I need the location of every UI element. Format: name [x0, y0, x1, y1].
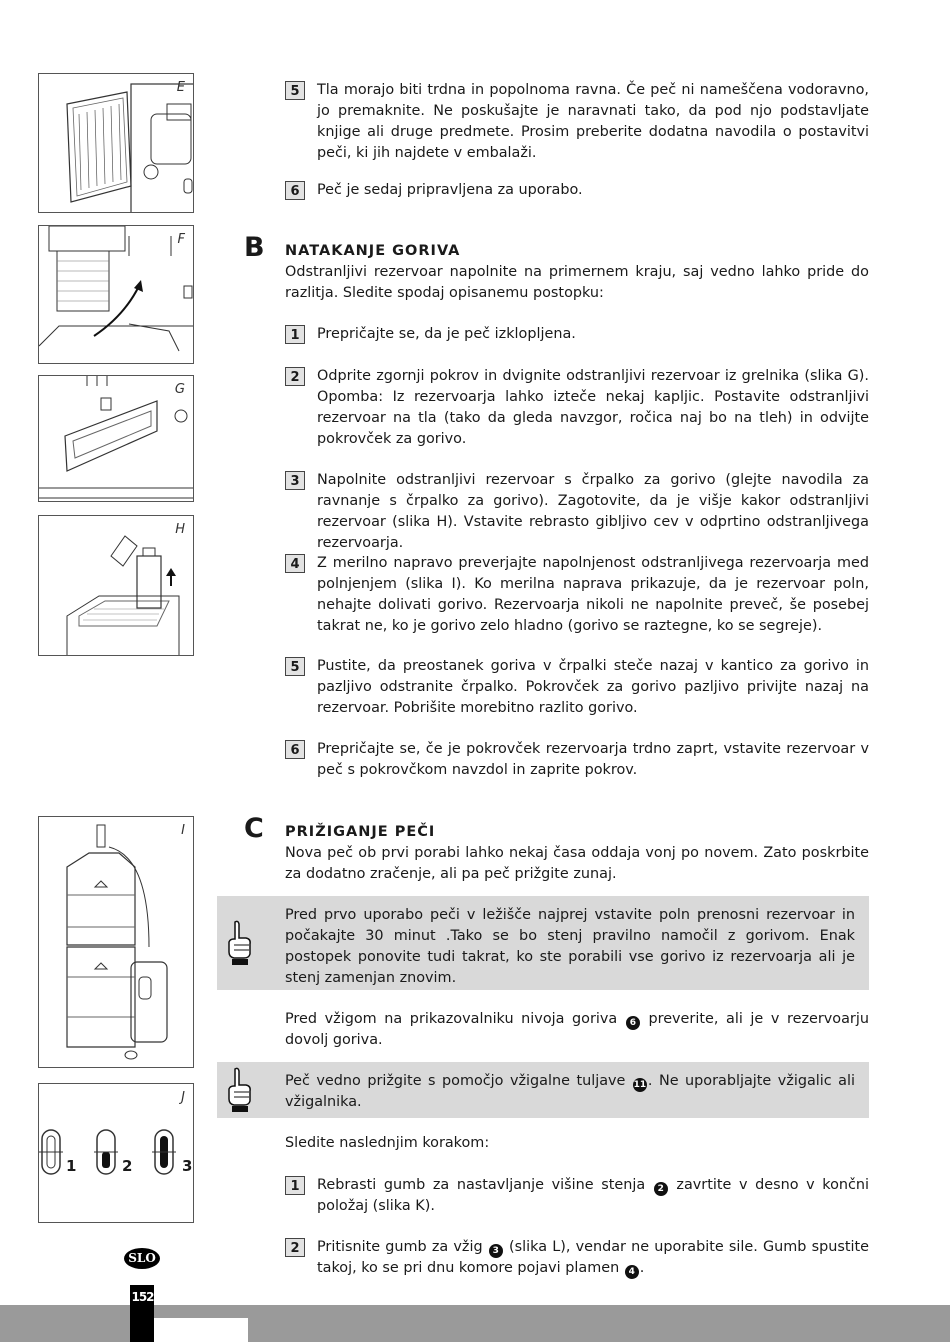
- language-badge: SLO: [124, 1248, 160, 1269]
- figure-label: F: [177, 232, 185, 247]
- step-text-c: .: [639, 1260, 645, 1276]
- page-number: 152: [131, 1290, 154, 1304]
- note-ignition-coil-text: [285, 1071, 855, 1113]
- step-text: [317, 1237, 869, 1279]
- step-number: 6: [285, 181, 305, 200]
- step-text-b: (slika L), vendar ne uporabite sile. Gumb spustite takoj, ko se pri dnu komore pojavi plamen: [317, 1239, 869, 1276]
- follow-steps: Sledite naslednjim korakom:: [285, 1135, 490, 1151]
- step-number: 1: [285, 1176, 305, 1195]
- figure-label: E: [176, 80, 185, 95]
- heater-door-open-icon: [39, 74, 194, 213]
- section-b-intro: Odstranljivi rezervoar napolnite na primernem kraju, saj vedno lahko pride do razlitja. Sledite spodaj opisanemu postopku:: [285, 264, 869, 301]
- gauge-label-2: 2: [122, 1157, 133, 1175]
- note-ignition-text-a: Peč vedno prižgite s pomočjo vžigalne tuljave: [285, 1073, 626, 1089]
- step-text: Pustite, da preostanek goriva v črpalki steče nazaj v kantico za gorivo in pazljivo odstranite črpalko. Pokrovček za gorivo pazljivo privijte nazaj na rezervoar. Pobrišite morebitno razlito gorivo.: [317, 658, 869, 716]
- figure-f: [38, 225, 194, 364]
- gauge-label-3: 3: [182, 1157, 193, 1175]
- step-number: 2: [285, 367, 305, 386]
- figure-label: J: [181, 1090, 185, 1105]
- fuel-level-check-text-b: preverite, ali je v rezervoarju dovolj goriva.: [285, 1011, 869, 1048]
- step-text-a: Pritisnite gumb za vžig: [317, 1239, 483, 1255]
- pointing-hand-icon: [224, 920, 254, 966]
- gauge-label-1: 1: [66, 1157, 77, 1175]
- ref-11-badge: 11: [633, 1080, 647, 1090]
- section-c-intro: Nova peč ob prvi porabi lahko nekaj časa oddaja vonj po novem. Zato poskrbite za dodatno zračenje, ali pa peč prižgite zunaj.: [285, 845, 869, 882]
- step-text: Peč je sedaj pripravljena za uporabo.: [317, 182, 583, 198]
- step-number: 4: [285, 554, 305, 573]
- step-text: [317, 1175, 869, 1217]
- tank-removal-icon: [39, 226, 194, 364]
- step-text-a: Rebrasti gumb za nastavljanje višine stenja: [317, 1177, 646, 1193]
- step-text: Tla morajo biti trdna in popolnoma ravna. Če peč ni nameščena vodoravno, jo premaknite. Ne poskušajte je naravnati tako, da pod njo podstavljate knjige ali druge predmete. Prosim preberite dodatna navodila o postavitvi peči, ki jih najdete v embalaži.: [317, 82, 869, 161]
- step-number: 5: [285, 657, 305, 676]
- figure-i: [38, 816, 194, 1068]
- section-c-letter: C: [244, 813, 264, 844]
- pump-canister-icon: [39, 817, 194, 1068]
- figure-label: H: [175, 522, 185, 537]
- step-text: Prepričajte se, da je peč izklopljena.: [317, 326, 576, 342]
- note-ignition-text-b: . Ne uporabljajte vžigalic ali vžigalnika.: [285, 1073, 855, 1110]
- figure-j: [38, 1083, 194, 1223]
- section-b-letter: B: [244, 232, 265, 263]
- ref-6-badge: 6: [626, 1016, 640, 1030]
- step-text: Odprite zgornji pokrov in dvignite odstranljivi rezervoar iz grelnika (slika G). Opomba: Iz rezervoarja lahko izteče nekaj kapljic. Postavite odstranljivi rezervoar na tla (tako da gleda navzgor, ročica naj bo na tleh) in odvijte pokrovček za gorivo.: [317, 368, 869, 447]
- step-text: Prepričajte se, če je pokrovček rezervoarja trdno zaprt, vstavite rezervoar v peč s pokrovčkom navzdol in zaprite pokrov.: [317, 741, 869, 778]
- ref-2-badge: 2: [654, 1182, 668, 1196]
- note-first-use-text: Pred prvo uporabo peči v ležišče najprej vstavite poln prenosni rezervoar in počakajte 30 minut .Tako se bo stenj pravilno namočil z gorivom. Enak postopek ponovite tudi takrat, ko ste porabili vse gorivo iz rezervoarja ali je stenj zamenjan znovim.: [285, 907, 855, 986]
- step-number: 5: [285, 81, 305, 100]
- fuel-level-check: [285, 1009, 869, 1051]
- fuel-gauge-icon: [39, 1084, 194, 1223]
- note-ignition-coil: [217, 1062, 869, 1118]
- tank-lift-icon: [39, 516, 194, 656]
- figure-label: G: [174, 382, 185, 397]
- ref-3-badge: 3: [489, 1244, 503, 1258]
- fuel-level-check-text-a: Pred vžigom na prikazovalniku nivoja goriva: [285, 1011, 618, 1027]
- figure-h: [38, 515, 194, 656]
- section-c-title: PRIŽIGANJE PEČI: [285, 824, 436, 840]
- footer-white-block: [154, 1318, 248, 1342]
- pointing-hand-icon: [224, 1067, 254, 1113]
- heater-top-panel-icon: [39, 376, 194, 502]
- ref-4-badge: 4: [625, 1265, 639, 1279]
- step-text: Z merilno napravo preverjajte napolnjenost odstranljivega rezervoarja med polnjenjem (slika I). Ko merilna naprava prikazuje, da je rezervoar poln, nehajte dolivati gorivo. Rezervoarja nikoli ne napolnite preveč, še posebej takrat ne, ko je gorivo zelo hladno (gorivo se raztegne, ko se segreje).: [317, 555, 869, 634]
- figure-label: I: [181, 823, 185, 838]
- figure-e: [38, 73, 194, 213]
- step-number: 2: [285, 1238, 305, 1257]
- step-text-b: zavrtite v desno v končni položaj (slika K).: [317, 1177, 870, 1214]
- note-first-use: [217, 896, 869, 990]
- step-text: Napolnite odstranljivi rezervoar s črpalko za gorivo (glejte navodila za ravnanje s črpalko za gorivo). Zagotovite, da je višje kakor odstranljivi rezervoar (slika H). Vstavite rebrasto gibljivo cev v odprtino odstranljivega rezervoarja.: [317, 472, 869, 551]
- step-number: 3: [285, 471, 305, 490]
- figure-g: [38, 375, 194, 502]
- step-number: 1: [285, 325, 305, 344]
- step-number: 6: [285, 740, 305, 759]
- section-b-title: NATAKANJE GORIVA: [285, 243, 461, 259]
